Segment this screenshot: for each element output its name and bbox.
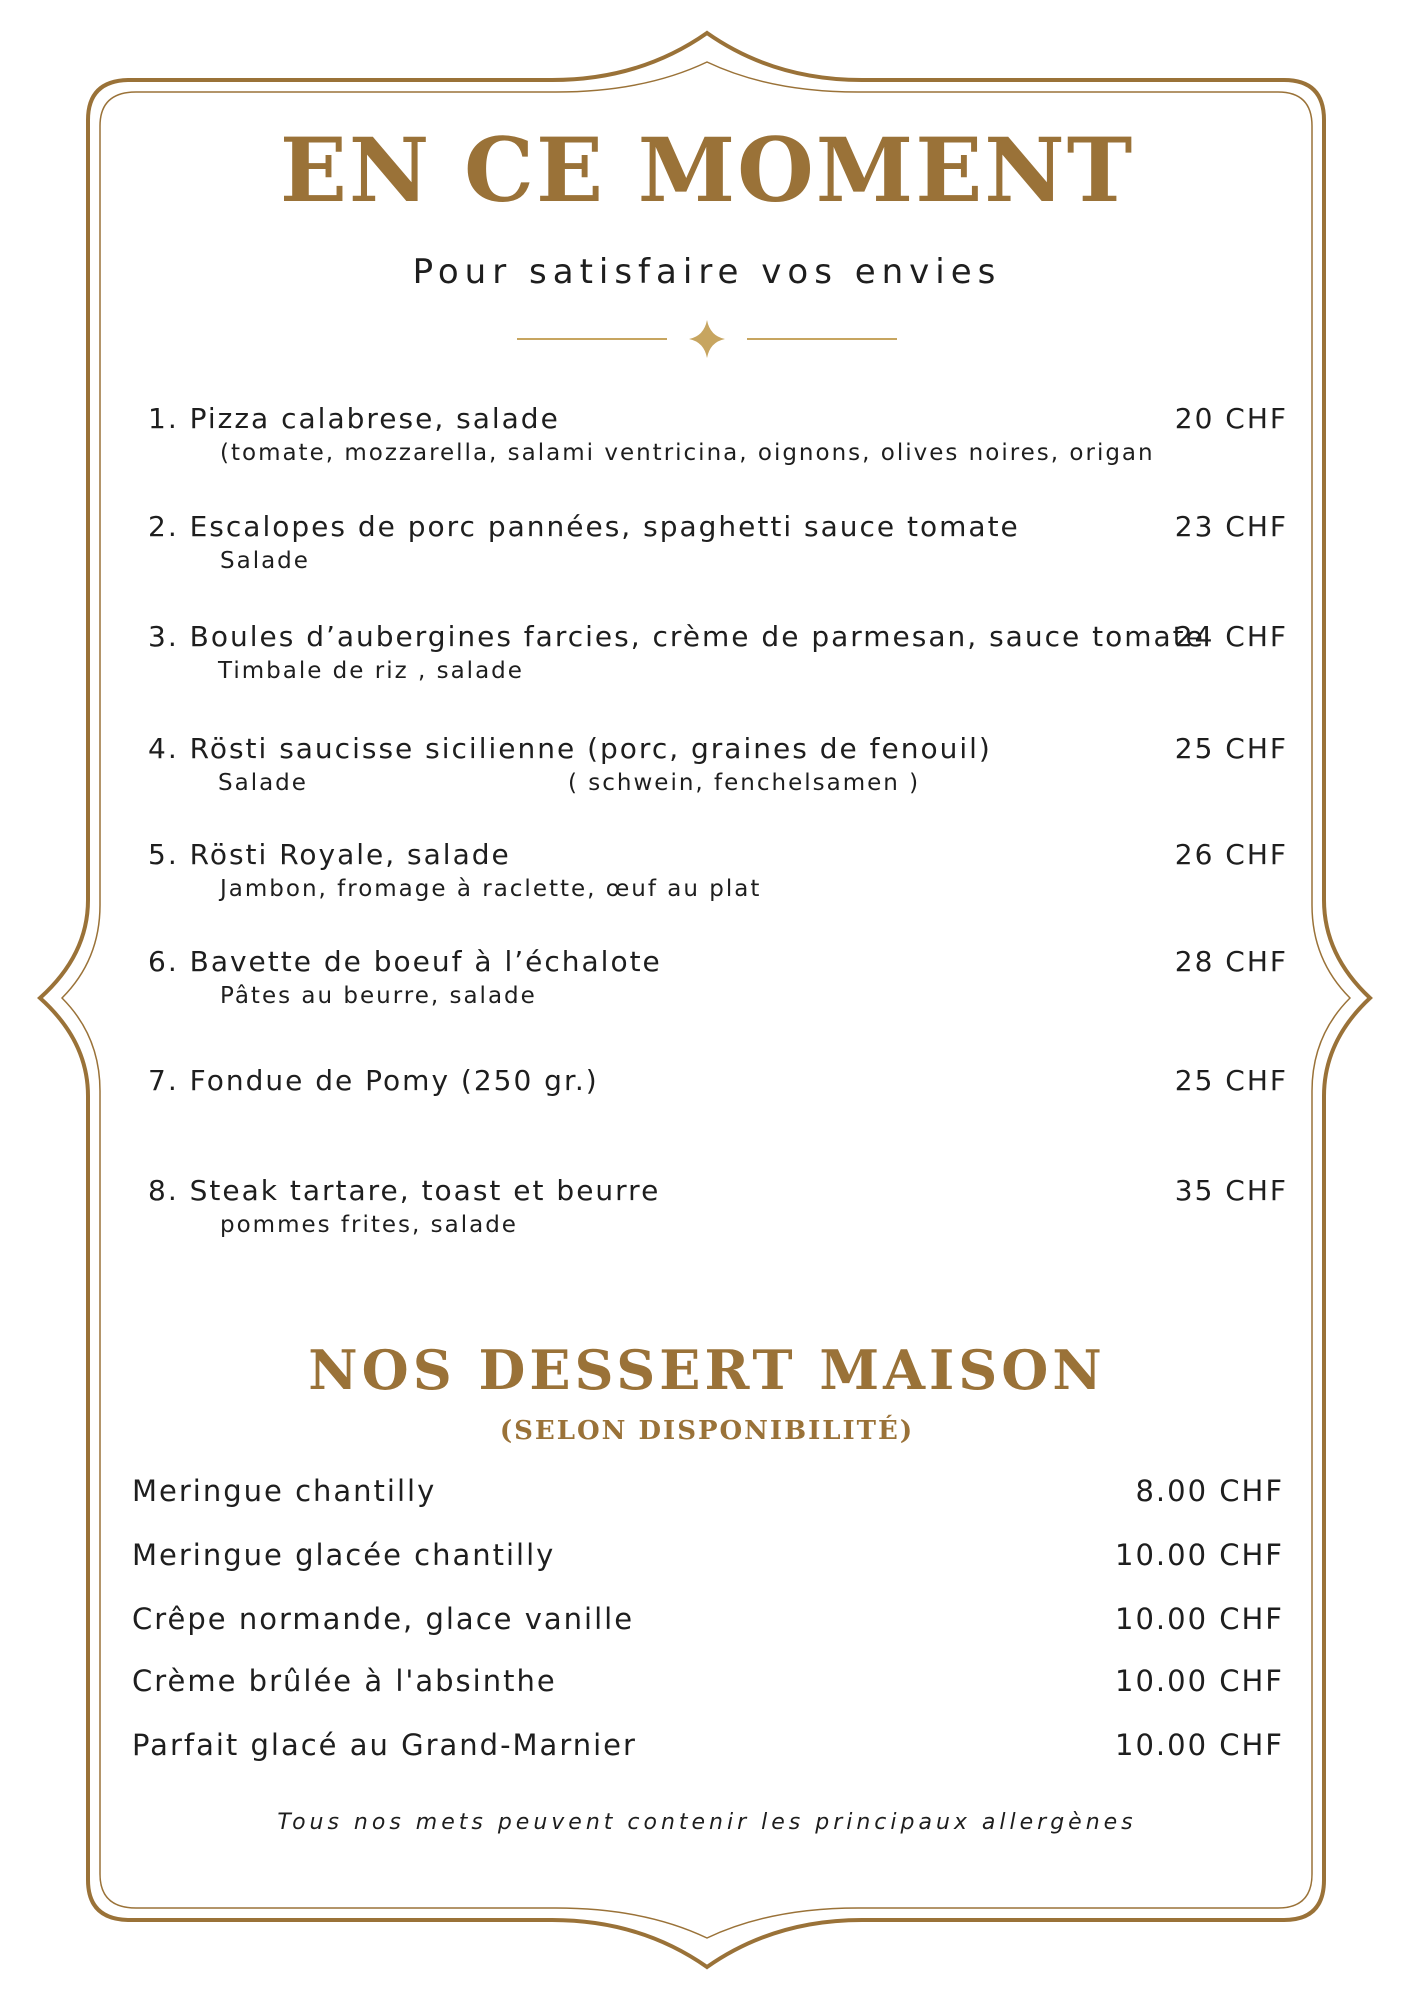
dish-name: 5. Rösti Royale, salade <box>148 838 511 871</box>
dish-price: 24 CHF <box>1174 620 1288 653</box>
dessert-item <box>132 1728 1284 1768</box>
dessert-item <box>132 1664 1284 1704</box>
desserts-subtitle: (SELON DISPONIBILITÉ) <box>499 1416 915 1446</box>
dish-name: 3. Boules d’aubergines farcies, crème de parmesan, sauce tomate <box>148 620 1205 653</box>
dessert-price: 10.00 CHF <box>1115 1538 1284 1572</box>
page-title: EN CE MOMENT <box>279 118 1135 222</box>
dessert-price: 10.00 CHF <box>1115 1664 1284 1698</box>
dish-name: 1. Pizza calabrese, salade <box>148 402 560 435</box>
sparkle-divider-icon <box>507 318 907 358</box>
dish-name: 6. Bavette de boeuf à l’échalote <box>148 945 662 978</box>
dessert-item <box>132 1474 1284 1514</box>
dish-price: 28 CHF <box>1174 945 1288 978</box>
dessert-name: Crêpe normande, glace vanille <box>132 1602 635 1636</box>
dessert-price: 8.00 CHF <box>1135 1474 1284 1508</box>
allergens-note: Tous nos mets peuvent contenir les principaux allergènes <box>277 1810 1137 1835</box>
dish-description: Salade <box>218 770 308 796</box>
dessert-price: 10.00 CHF <box>1115 1602 1284 1636</box>
dish-description: pommes frites, salade <box>220 1212 518 1238</box>
dish-price: 25 CHF <box>1174 732 1288 765</box>
dish-description: Salade <box>220 548 310 574</box>
dessert-item <box>132 1602 1284 1642</box>
desserts-title: NOS DESSERT MAISON <box>308 1338 1106 1402</box>
dish-description: (tomate, mozzarella, salami ventricina, oignons, olives noires, origan <box>220 440 1155 466</box>
dish-price: 35 CHF <box>1174 1174 1288 1207</box>
dish-description: Jambon, fromage à raclette, œuf au plat <box>220 876 762 902</box>
dessert-item <box>132 1538 1284 1578</box>
dish-price: 25 CHF <box>1174 1064 1288 1097</box>
dessert-name: Meringue chantilly <box>132 1474 437 1508</box>
dish-name: 2. Escalopes de porc pannées, spaghetti sauce tomate <box>148 510 1020 543</box>
dessert-name: Meringue glacée chantilly <box>132 1538 556 1572</box>
dish-description: Pâtes au beurre, salade <box>220 983 537 1009</box>
page-subtitle: Pour satisfaire vos envies <box>412 252 1002 292</box>
dish-price: 20 CHF <box>1174 402 1288 435</box>
dish-note: ( schwein, fenchelsamen ) <box>568 770 921 796</box>
dessert-name: Parfait glacé au Grand-Marnier <box>132 1728 637 1762</box>
dish-name: 8. Steak tartare, toast et beurre <box>148 1174 661 1207</box>
dessert-name: Crème brûlée à l'absinthe <box>132 1664 557 1698</box>
dish-price: 23 CHF <box>1174 510 1288 543</box>
dish-price: 26 CHF <box>1174 838 1288 871</box>
dish-name: 4. Rösti saucisse sicilienne (porc, graines de fenouil) <box>148 732 992 765</box>
dish-description: Timbale de riz , salade <box>218 658 524 684</box>
dish-name: 7. Fondue de Pomy (250 gr.) <box>148 1064 599 1097</box>
dessert-price: 10.00 CHF <box>1115 1728 1284 1762</box>
